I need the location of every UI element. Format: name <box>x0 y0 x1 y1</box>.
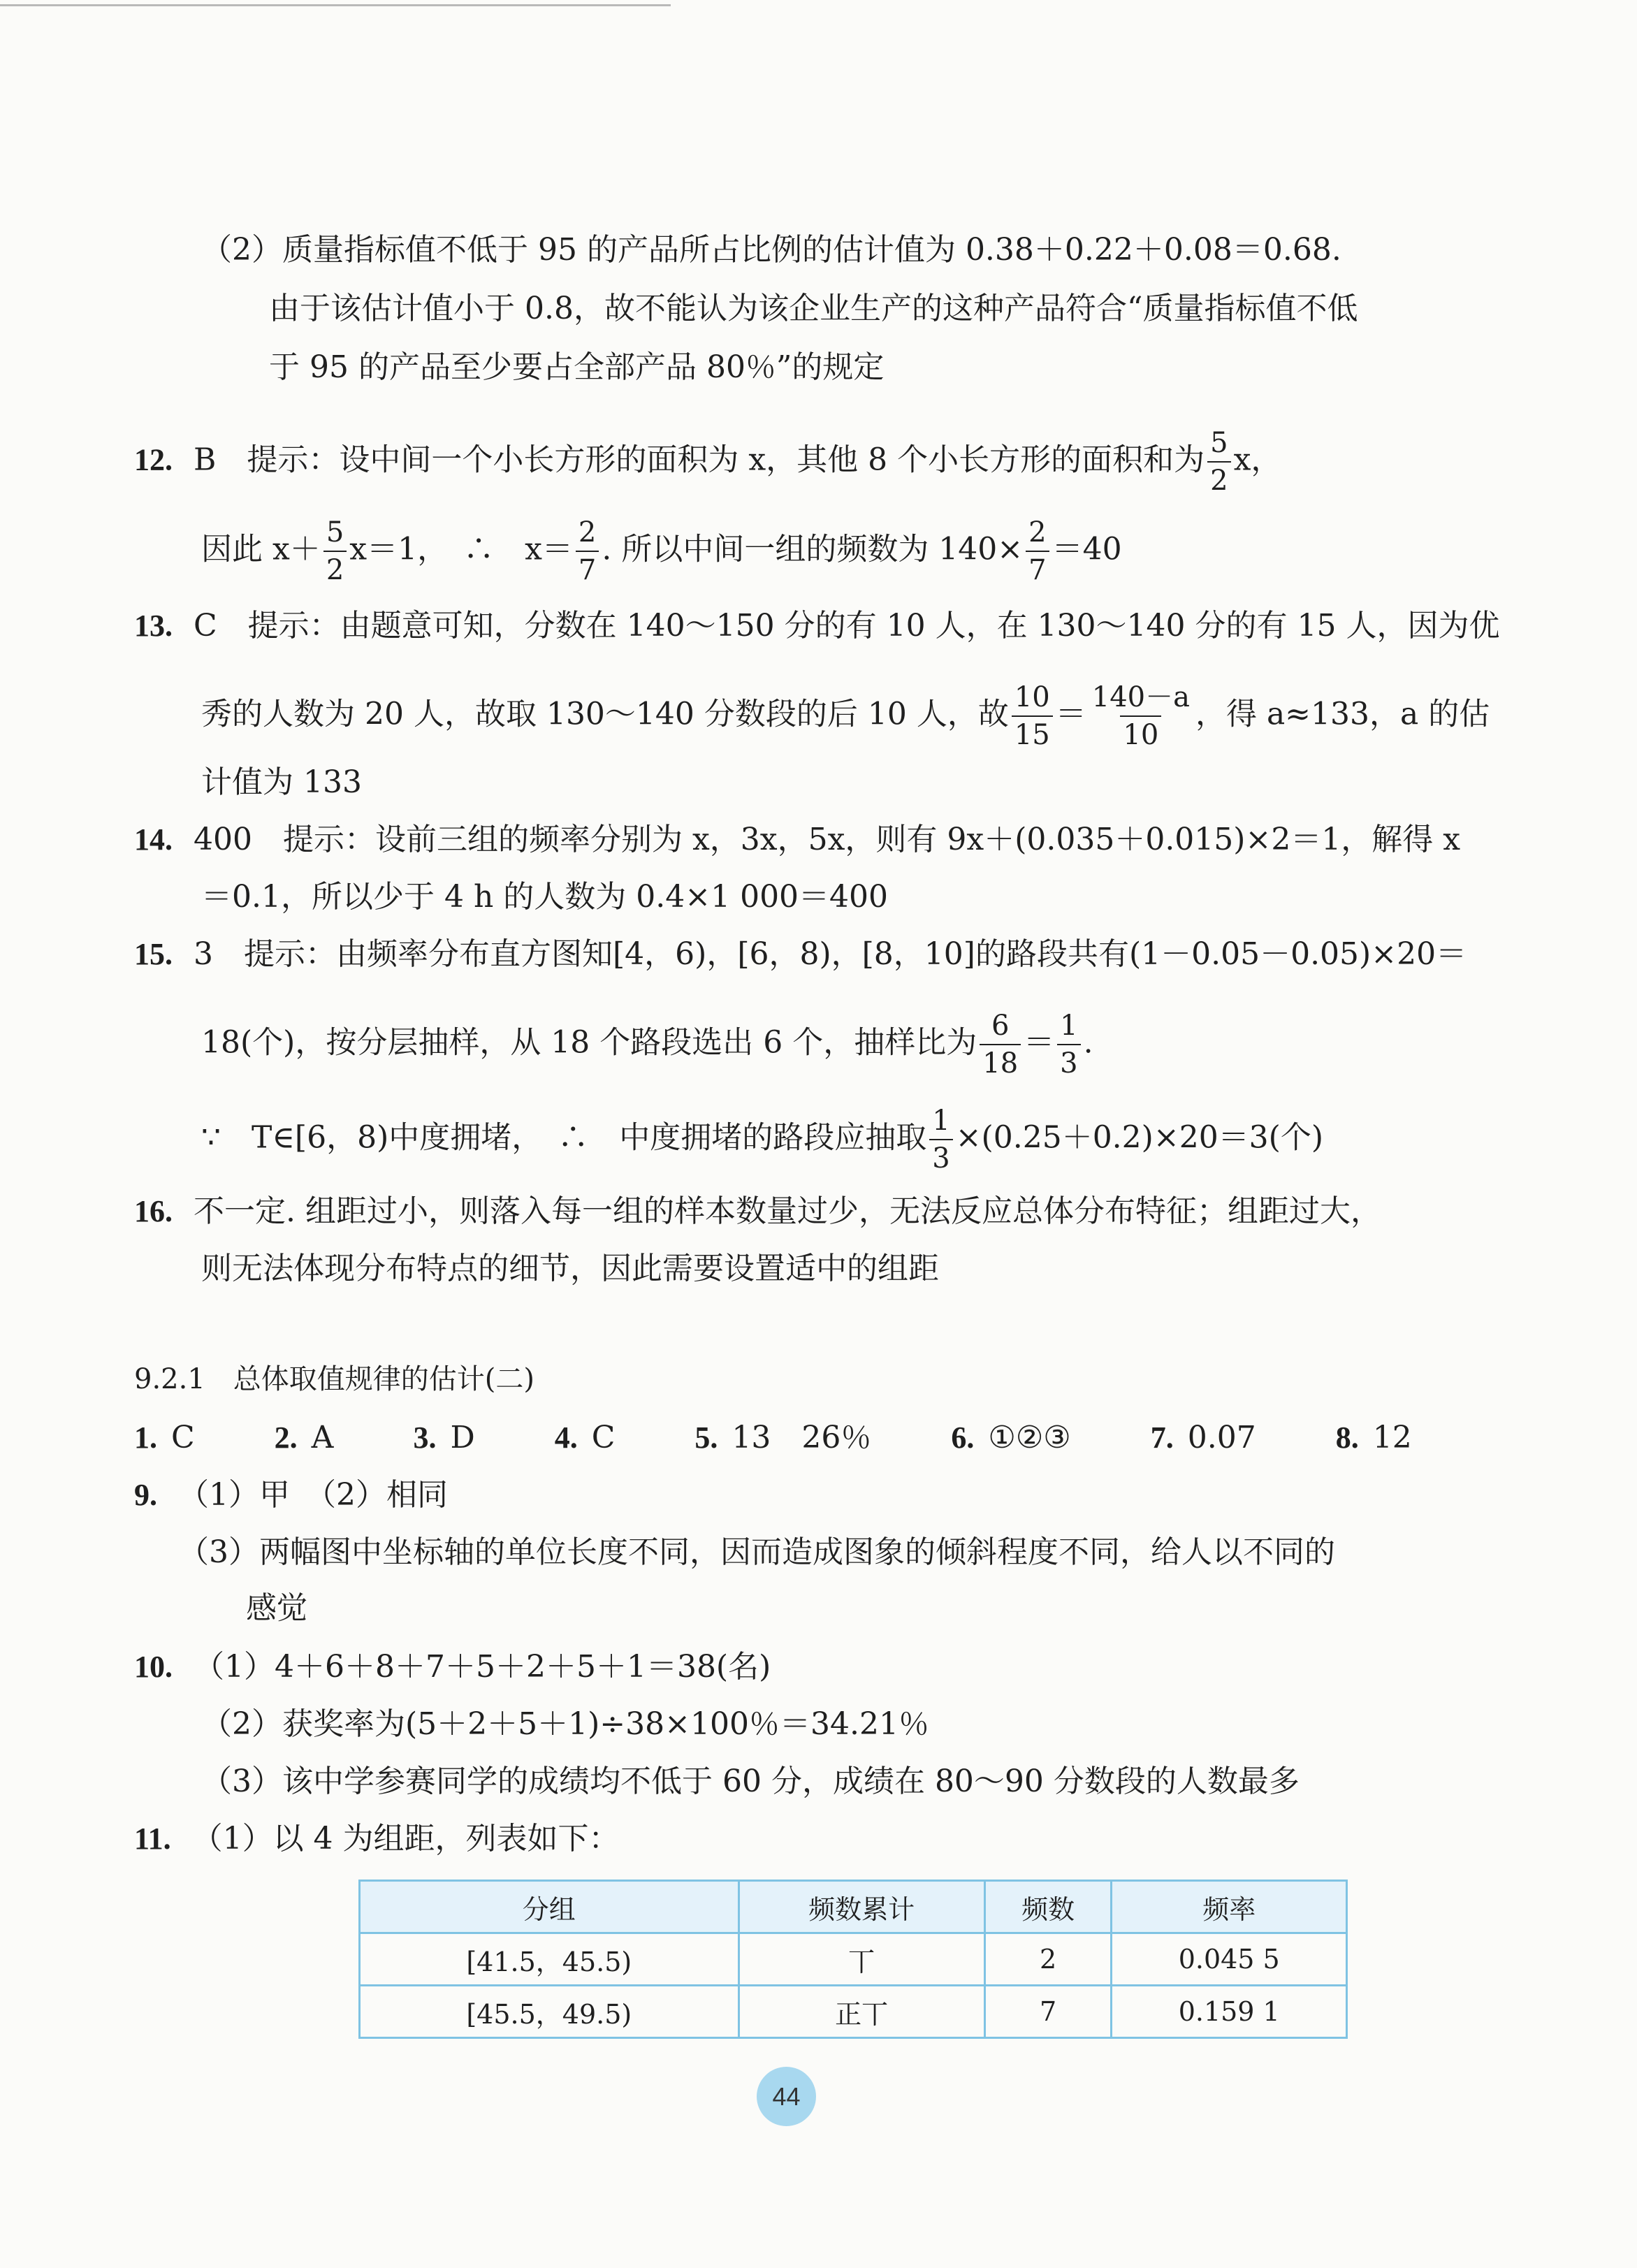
table-cell: 正丅 <box>739 1986 984 2038</box>
top-rule <box>0 4 671 6</box>
table-row <box>360 1933 1347 1986</box>
fraction: $\frac{140-a}{10}$ <box>1091 681 1190 751</box>
q11-part2-line2: 由于该估计值小于 0.8，故不能认为该企业生产的这种产品符合“质量指标值不低 <box>269 291 1358 326</box>
table-cell: 丅 <box>739 1933 984 1986</box>
fraction: $\frac{1}{3}$ <box>929 1107 952 1172</box>
fraction: $\frac{10}{15}$ <box>1012 683 1053 749</box>
table-cell: 0.045 5 <box>1112 1933 1347 1986</box>
question-number: 12. <box>134 442 173 477</box>
q10-line3: （3）该中学参赛同学的成绩均不低于 60 分，成绩在 80～90 分数段的人数最多 <box>201 1764 1300 1799</box>
q15-line1-text: 3 提示：由频率分布直方图知[4，6)，[6，8)，[8，10]的路段共有(1－0.05－0.05)×20＝ <box>194 936 1467 972</box>
answer-value: D <box>450 1420 475 1455</box>
fraction: $\frac{6}{18}$ <box>980 1012 1021 1077</box>
q16-line2: 则无法体现分布特点的细节，因此需要设置适中的组距 <box>201 1251 939 1286</box>
q12-line1-text: B 提示：设中间一个小长方形的面积为 x，其他 8 个小长方形的面积和为 <box>194 442 1205 478</box>
answer-value: C <box>591 1420 616 1455</box>
question-13 <box>134 608 1500 644</box>
question-number: 10. <box>134 1650 173 1684</box>
frequency-table <box>358 1880 1348 2039</box>
answer-number: 2. <box>274 1420 298 1455</box>
answer-number: 4. <box>554 1420 578 1455</box>
question-number: 11. <box>134 1822 171 1856</box>
q12-line2: 因此 x＋ $\frac{5}{2}$ x＝1， ∴ x＝ $\frac{2}{7}$ . 所以中间一组的频数为 140× $\frac{2}{7}$ ＝40 <box>201 516 1122 586</box>
q14-line1-text: 400 提示：设前三组的频率分别为 x，3x，5x，则有 9x＋(0.035＋0.015)×2＝1，解得 x <box>194 822 1461 857</box>
answer-value: 13 26％ <box>732 1420 872 1455</box>
fraction: $\frac{1}{3}$ <box>1057 1012 1080 1077</box>
question-number: 13. <box>134 609 173 643</box>
q14-line2: ＝0.1，所以少于 4 h 的人数为 0.4×1 000＝400 <box>201 879 889 915</box>
fraction: $\frac{5}{2}$ <box>323 518 347 584</box>
q13-line1-text: C 提示：由题意可知，分数在 140～150 分的有 10 人，在 130～140 分的有 15 人，因为优 <box>194 608 1500 644</box>
q15-line3: ∵ T∈[6，8)中度拥堵， ∴ 中度拥堵的路段应抽取 $\frac{1}{3}$ ×(0.25＋0.2)×20＝3(个) <box>201 1105 1324 1175</box>
fraction: $\frac{5}{2}$ <box>1207 429 1230 495</box>
q15-line2: 18(个)，按分层抽样，从 18 个路段选出 6 个，抽样比为 $\frac{6}{18}$ ＝ $\frac{1}{3}$ . <box>201 1010 1093 1080</box>
answer-number: 6. <box>951 1420 975 1455</box>
question-number: 9. <box>134 1478 157 1512</box>
fraction: $\frac{2}{7}$ <box>1026 518 1049 584</box>
question-12 <box>134 429 1281 495</box>
q13-line3: 计值为 133 <box>201 764 362 800</box>
table-row <box>360 1986 1347 2038</box>
answer-value: A <box>311 1420 334 1455</box>
q9-line2: （3）两幅图中坐标轴的单位长度不同，因而造成图象的倾斜程度不同，给人以不同的 <box>178 1534 1335 1570</box>
answer-number: 8. <box>1335 1420 1359 1455</box>
answers-row <box>134 1420 1412 1455</box>
question-16 <box>134 1193 1381 1229</box>
answer-value: ①②③ <box>988 1420 1071 1455</box>
q16-line1-text: 不一定. 组距过小，则落入每一组的样本数量过少，无法反应总体分布特征；组距过大， <box>194 1193 1381 1229</box>
answer-value: 12 <box>1372 1420 1412 1455</box>
question-14 <box>134 824 1460 855</box>
question-11 <box>134 1821 620 1856</box>
answer-number: 3. <box>413 1420 437 1455</box>
table-cell: [45.5，49.5) <box>360 1986 739 2038</box>
table-header-row <box>360 1881 1347 1933</box>
q10-line2: （2）获奖率为(5＋2＋5＋1)÷38×100％＝34.21％ <box>201 1706 929 1742</box>
table-header: 分组 <box>360 1881 739 1933</box>
q11-line1-text: （1）以 4 为组距，列表如下： <box>191 1821 620 1856</box>
section-title: 9.2.1 总体取值规律的估计(二) <box>134 1363 534 1395</box>
table-header: 频数累计 <box>739 1881 984 1933</box>
table-cell: 0.159 1 <box>1112 1986 1347 2038</box>
answer-value: C <box>171 1420 195 1455</box>
q9-line1-text: （1）甲 （2）相同 <box>178 1477 448 1513</box>
q9-line3: 感觉 <box>246 1590 307 1626</box>
q12-line1-end: x， <box>1233 442 1282 478</box>
page-number: 44 <box>757 2067 816 2126</box>
q10-line1-text: （1）4＋6＋8＋7＋5＋2＋5＋1＝38(名) <box>194 1649 771 1685</box>
answer-number: 5. <box>694 1420 718 1455</box>
answer-number: 1. <box>134 1420 157 1455</box>
q13-line2: 秀的人数为 20 人，故取 130～140 分数段的后 10 人，故 $\frac{10}{15}$ ＝ $\frac{140-a}{10}$ ，得 a≈133，a 的估 <box>201 681 1490 751</box>
answer-value: 0.07 <box>1187 1420 1256 1455</box>
q11-part2-line1: （2）质量指标值不低于 95 的产品所占比例的估计值为 0.38＋0.22＋0.08＝0.68. <box>201 232 1341 268</box>
question-number: 14. <box>134 822 173 857</box>
question-15 <box>134 936 1467 972</box>
table-cell: 2 <box>984 1933 1112 1986</box>
table-header: 频数 <box>984 1881 1112 1933</box>
answer-number: 7. <box>1150 1420 1174 1455</box>
question-number: 15. <box>134 937 173 971</box>
table-cell: 7 <box>984 1986 1112 2038</box>
question-10 <box>134 1649 771 1685</box>
table-header: 频率 <box>1112 1881 1347 1933</box>
question-9 <box>134 1477 448 1513</box>
fraction: $\frac{2}{7}$ <box>576 518 599 584</box>
question-number: 16. <box>134 1194 173 1228</box>
table-cell: [41.5，45.5) <box>360 1933 739 1986</box>
q11-part2-line3: 于 95 的产品至少要占全部产品 80％”的规定 <box>269 349 885 385</box>
